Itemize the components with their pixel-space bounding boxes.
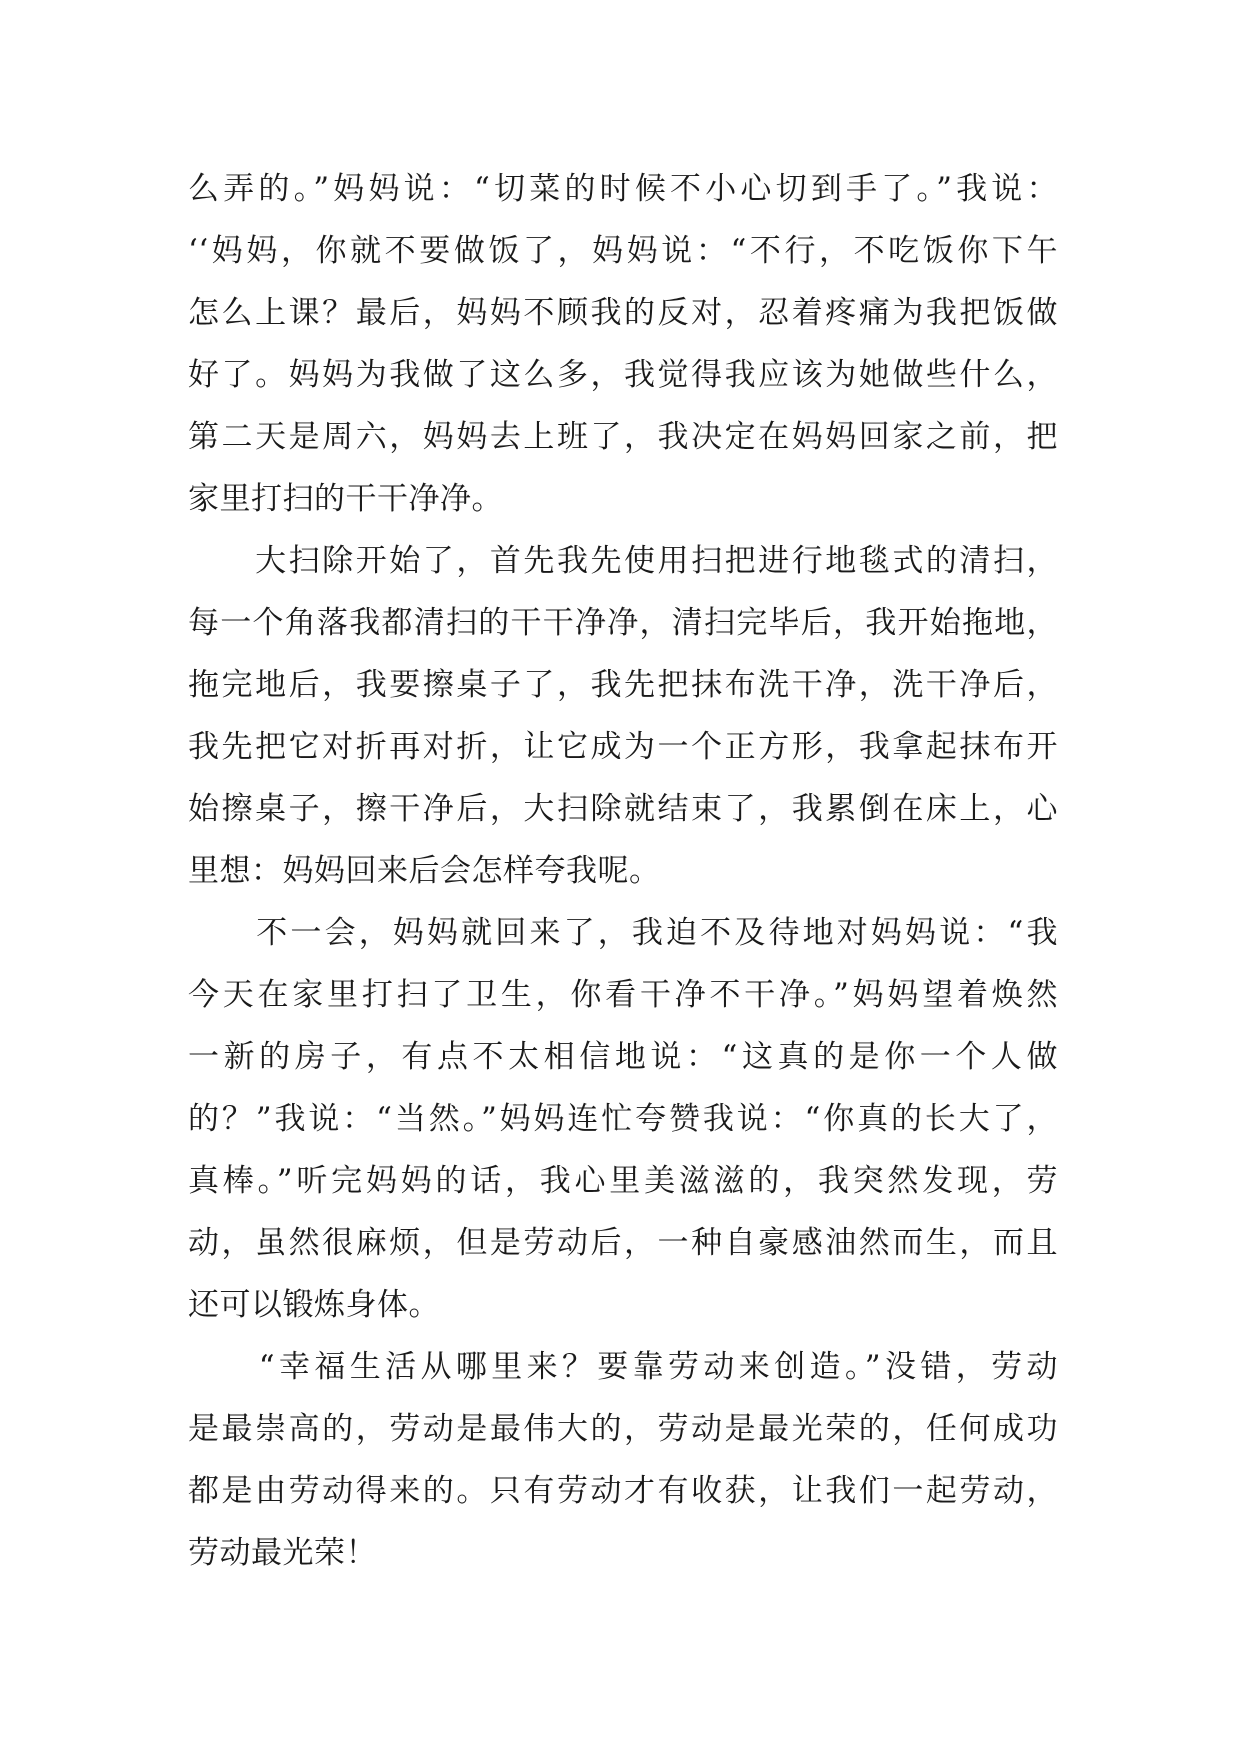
- paragraph-2: [188, 530, 1058, 902]
- text-line: 今天在家里打扫了卫生，你看干净不干净。”妈妈望着焕然: [188, 977, 1058, 1013]
- text-line: 怎么上课？最后，妈妈不顾我的反对，忍着疼痛为我把饭做: [188, 295, 1058, 331]
- paragraph-3: [188, 902, 1058, 1336]
- text-line: ‘‘妈妈，你就不要做饭了，妈妈说：“不行，不吃饭你下午: [188, 233, 1058, 269]
- text-line: 劳动最光荣！: [188, 1535, 377, 1571]
- text-line: 每一个角落我都清扫的干干净净，清扫完毕后，我开始拖地，: [188, 605, 1058, 641]
- text-line: 都是由劳动得来的。只有劳动才有收获，让我们一起劳动，: [188, 1473, 1058, 1509]
- text-line: 一新的房子，有点不太相信地说：“这真的是你一个人做: [188, 1039, 1058, 1075]
- text-line: 真棒。”听完妈妈的话，我心里美滋滋的，我突然发现，劳: [188, 1163, 1058, 1199]
- text-line: 里想：妈妈回来后会怎样夸我呢。: [188, 853, 661, 889]
- text-line: 拖完地后，我要擦桌子了，我先把抹布洗干净，洗干净后，: [188, 667, 1058, 703]
- text-line: 我先把它对折再对折，让它成为一个正方形，我拿起抹布开: [188, 729, 1058, 765]
- text-line: 始擦桌子，擦干净后，大扫除就结束了，我累倒在床上，心: [188, 791, 1058, 827]
- text-line: 的？”我说：“当然。”妈妈连忙夸赞我说：“你真的长大了，: [188, 1101, 1058, 1137]
- essay-body: [188, 158, 1058, 1584]
- paragraph-1: [188, 158, 1058, 530]
- text-line: “幸福生活从哪里来？要靠劳动来创造。”没错，劳动: [188, 1349, 1058, 1385]
- text-line: 不一会，妈妈就回来了，我迫不及待地对妈妈说：“我: [188, 915, 1058, 951]
- text-line: 好了。妈妈为我做了这么多，我觉得我应该为她做些什么，: [188, 357, 1058, 393]
- text-line: 还可以锻炼身体。: [188, 1287, 440, 1323]
- paragraph-4: [188, 1336, 1058, 1584]
- text-line: 动，虽然很麻烦，但是劳动后，一种自豪感油然而生，而且: [188, 1225, 1058, 1261]
- text-line: 么弄的。”妈妈说：“切菜的时候不小心切到手了。”我说：: [188, 171, 1058, 207]
- text-line: 大扫除开始了，首先我先使用扫把进行地毯式的清扫，: [188, 543, 1058, 579]
- text-line: 家里打扫的干干净净。: [188, 481, 503, 517]
- text-line: 第二天是周六，妈妈去上班了，我决定在妈妈回家之前，把: [188, 419, 1058, 455]
- text-line: 是最崇高的，劳动是最伟大的，劳动是最光荣的，任何成功: [188, 1411, 1058, 1447]
